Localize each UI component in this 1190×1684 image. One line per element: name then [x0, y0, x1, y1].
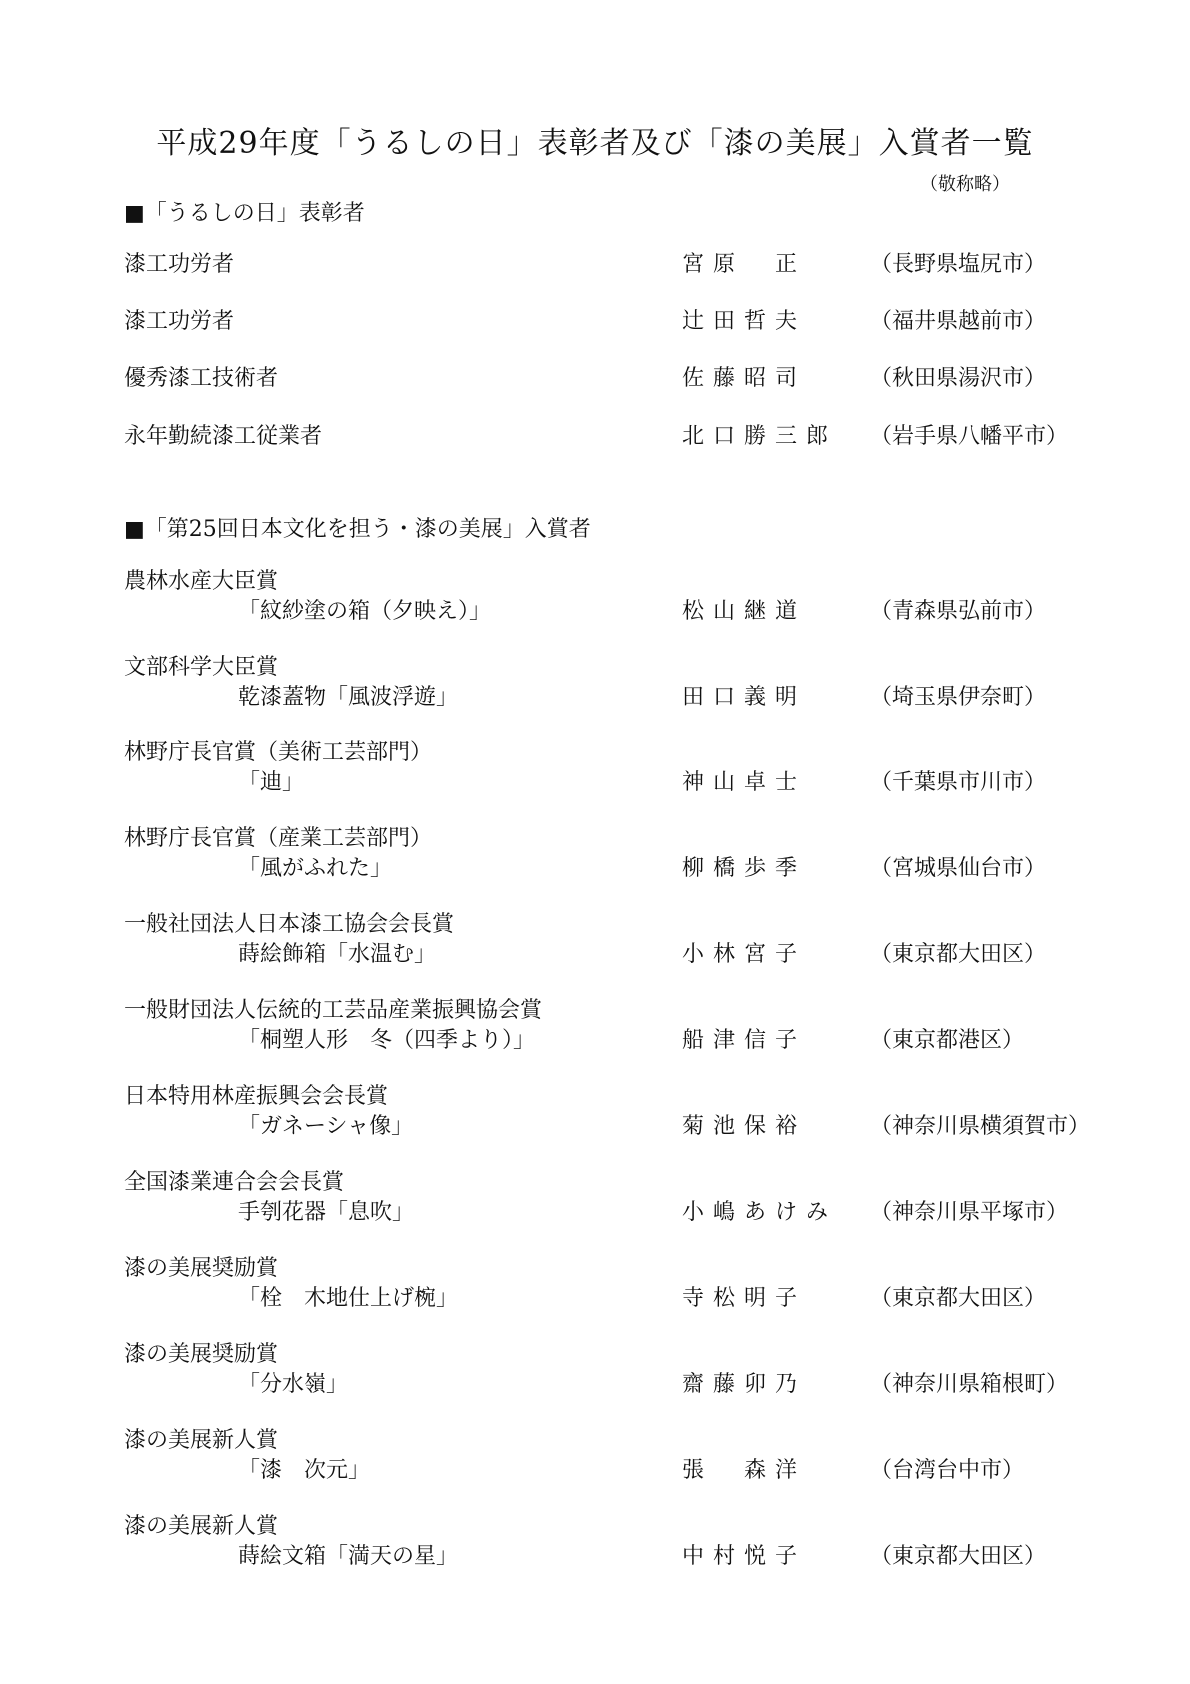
winner-name: 神山卓士 — [682, 770, 807, 795]
winner-place: （青森県弘前市） — [870, 599, 1047, 624]
work-title: 「風がふれた」 — [238, 856, 393, 881]
work-title: 乾漆蓋物「風波浮遊」 — [238, 685, 459, 710]
award-name: 林野庁長官賞（産業工芸部門） — [124, 826, 433, 851]
winner-place: （東京都大田区） — [870, 1544, 1047, 1569]
honoree-name: 北口勝三郎 — [682, 424, 838, 449]
award-name: 全国漆業連合会会長賞 — [124, 1170, 345, 1195]
honoree-place: （岩手県八幡平市） — [870, 424, 1069, 449]
honoree-title: 優秀漆工技術者 — [124, 366, 279, 391]
winner-name: 田口義明 — [682, 685, 807, 710]
winner-name: 菊池保裕 — [682, 1114, 807, 1139]
work-title: 「栓 木地仕上げ椀」 — [238, 1286, 459, 1311]
honoree-name: 辻田哲夫 — [682, 309, 807, 334]
award-name: 漆の美展新人賞 — [124, 1428, 279, 1453]
winner-place: （千葉県市川市） — [870, 770, 1047, 795]
work-title: 蒔絵飾箱「水温む」 — [238, 942, 437, 967]
award-name: 日本特用林産振興会会長賞 — [124, 1084, 389, 1109]
section-heading-exhibition: ■「第25回日本文化を担う・漆の美展」入賞者 — [124, 517, 591, 542]
winner-place: （神奈川県平塚市） — [870, 1200, 1069, 1225]
winner-place: （台湾台中市） — [870, 1458, 1025, 1483]
award-name: 林野庁長官賞（美術工芸部門） — [124, 740, 433, 765]
award-name: 漆の美展新人賞 — [124, 1514, 279, 1539]
honoree-place: （秋田県湯沢市） — [870, 366, 1047, 391]
honoree-place: （福井県越前市） — [870, 309, 1047, 334]
honoree-title: 漆工功労者 — [124, 252, 235, 277]
winner-place: （埼玉県伊奈町） — [870, 685, 1047, 710]
award-name: 農林水産大臣賞 — [124, 569, 279, 594]
work-title: 「迪」 — [238, 770, 305, 795]
honoree-name: 宮原 正 — [682, 252, 807, 277]
winner-name: 松山継道 — [682, 599, 807, 624]
winner-place: （神奈川県横須賀市） — [870, 1114, 1091, 1139]
honoree-name: 佐藤昭司 — [682, 366, 807, 391]
winner-name: 中村悦子 — [682, 1544, 807, 1569]
winner-name: 齋藤卯乃 — [682, 1372, 807, 1397]
winner-place: （東京都港区） — [870, 1028, 1025, 1053]
winner-place: （東京都大田区） — [870, 942, 1047, 967]
winner-name: 小林宮子 — [682, 942, 807, 967]
winner-place: （神奈川県箱根町） — [870, 1372, 1069, 1397]
work-title: 「桐塑人形 冬（四季より）」 — [238, 1028, 536, 1053]
work-title: 「漆 次元」 — [238, 1458, 371, 1483]
work-title: 「ガネーシャ像」 — [238, 1114, 414, 1139]
work-title: 「分水嶺」 — [238, 1372, 349, 1397]
award-name: 文部科学大臣賞 — [124, 655, 279, 680]
winner-name: 船津信子 — [682, 1028, 807, 1053]
honoree-title: 永年勤続漆工従業者 — [124, 424, 323, 449]
winner-name: 張 森洋 — [682, 1458, 807, 1483]
honoree-place: （長野県塩尻市） — [870, 252, 1047, 277]
award-name: 漆の美展奨励賞 — [124, 1256, 279, 1281]
award-name: 一般社団法人日本漆工協会会長賞 — [124, 912, 455, 937]
work-title: 蒔絵文箱「満天の星」 — [238, 1544, 459, 1569]
work-title: 手刳花器「息吹」 — [238, 1200, 415, 1225]
award-name: 一般財団法人伝統的工芸品産業振興協会賞 — [124, 998, 543, 1023]
work-title: 「紋紗塗の箱（夕映え）」 — [238, 599, 492, 624]
award-name: 漆の美展奨励賞 — [124, 1342, 279, 1367]
honoree-title: 漆工功労者 — [124, 309, 235, 334]
winner-name: 柳橋歩季 — [682, 856, 807, 881]
winner-place: （東京都大田区） — [870, 1286, 1047, 1311]
section-heading-urushi-day: ■「うるしの日」表彰者 — [124, 201, 365, 226]
winner-name: 寺松明子 — [682, 1286, 807, 1311]
honorifics-omitted-note: （敬称略） — [920, 174, 1010, 195]
page-title: 平成29年度「うるしの日」表彰者及び「漆の美展」入賞者一覧 — [156, 126, 1034, 161]
winner-name: 小嶋あけみ — [682, 1200, 838, 1225]
winner-place: （宮城県仙台市） — [870, 856, 1047, 881]
